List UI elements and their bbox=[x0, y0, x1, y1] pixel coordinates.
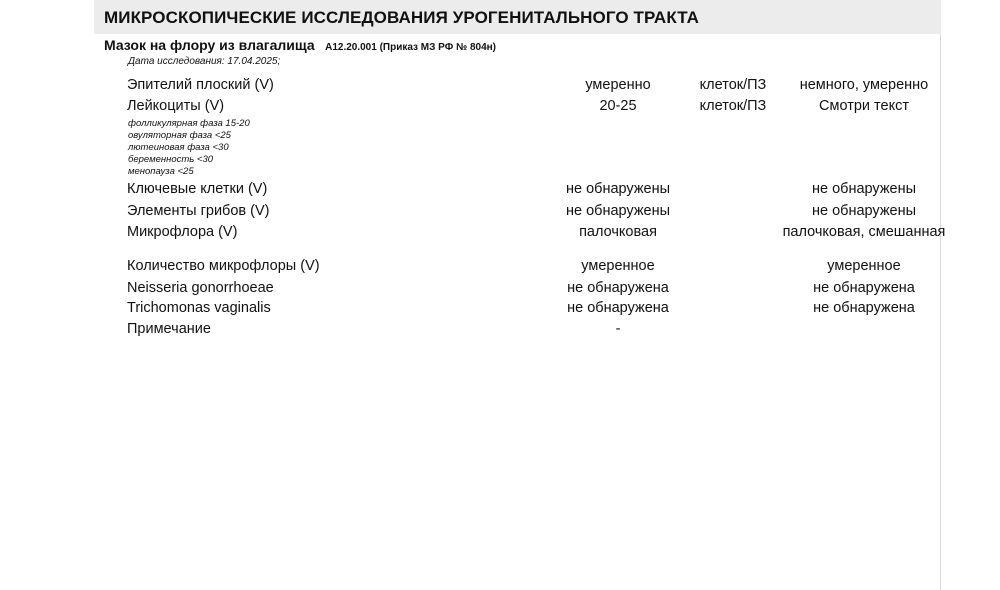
result-reference: не обнаружены bbox=[811, 181, 917, 197]
result-name: Ключевые клетки (V) bbox=[127, 181, 268, 197]
result-name: Количество микрофлоры (V) bbox=[127, 258, 320, 274]
result-row bbox=[0, 258, 1000, 278]
note-line: менопауза <25 bbox=[128, 166, 194, 177]
result-reference: не обнаружена bbox=[813, 300, 915, 316]
test-name: Мазок на флору из влагалища bbox=[104, 37, 315, 53]
result-name: Neisseria gonorrhoeae bbox=[127, 280, 274, 296]
result-reference: немного, умеренно bbox=[799, 77, 929, 93]
result-value: не обнаружены bbox=[565, 203, 671, 219]
test-date: Дата исследования: 17.04.2025; bbox=[128, 56, 281, 67]
result-reference: Смотри текст bbox=[819, 98, 909, 114]
section-title: МИКРОСКОПИЧЕСКИЕ ИССЛЕДОВАНИЯ УРОГЕНИТАЛЬНОГО ТРАКТА bbox=[104, 8, 700, 27]
note-line: фолликулярная фаза 15-20 bbox=[128, 118, 250, 129]
result-reference: не обнаружена bbox=[813, 280, 915, 296]
result-name: Лейкоциты (V) bbox=[127, 98, 225, 114]
result-name: Trichomonas vaginalis bbox=[127, 300, 271, 316]
result-value: не обнаружена bbox=[567, 300, 669, 316]
note-line: беременность <30 bbox=[128, 154, 214, 165]
leukocyte-reference-notes bbox=[128, 118, 250, 178]
result-value: умеренное bbox=[581, 258, 655, 274]
result-name: Примечание bbox=[127, 321, 211, 337]
result-value: умеренно bbox=[585, 77, 651, 93]
result-value: - bbox=[615, 321, 621, 337]
result-row bbox=[0, 181, 1000, 201]
result-row bbox=[0, 321, 1000, 341]
result-value: не обнаружена bbox=[567, 280, 669, 296]
result-row bbox=[0, 300, 1000, 320]
result-row bbox=[0, 98, 1000, 118]
result-row bbox=[0, 203, 1000, 223]
result-reference: палочковая, смешанная bbox=[782, 224, 946, 240]
result-unit: клеток/ПЗ bbox=[699, 98, 767, 114]
test-code: A12.20.001 (Приказ МЗ РФ № 804н) bbox=[325, 42, 496, 53]
result-reference: умеренное bbox=[827, 258, 901, 274]
result-row bbox=[0, 224, 1000, 244]
result-name: Элементы грибов (V) bbox=[127, 203, 270, 219]
result-row bbox=[0, 77, 1000, 97]
result-value: палочковая bbox=[579, 224, 657, 240]
result-value: не обнаружены bbox=[565, 181, 671, 197]
result-unit: клеток/ПЗ bbox=[699, 77, 767, 93]
test-header bbox=[104, 37, 496, 55]
result-row bbox=[0, 280, 1000, 300]
result-name: Эпителий плоский (V) bbox=[127, 77, 274, 93]
note-line: овуляторная фаза <25 bbox=[128, 130, 231, 141]
result-reference: не обнаружены bbox=[811, 203, 917, 219]
result-name: Микрофлора (V) bbox=[127, 224, 238, 240]
note-line: лютеиновая фаза <30 bbox=[128, 142, 229, 153]
result-value: 20-25 bbox=[599, 98, 637, 114]
